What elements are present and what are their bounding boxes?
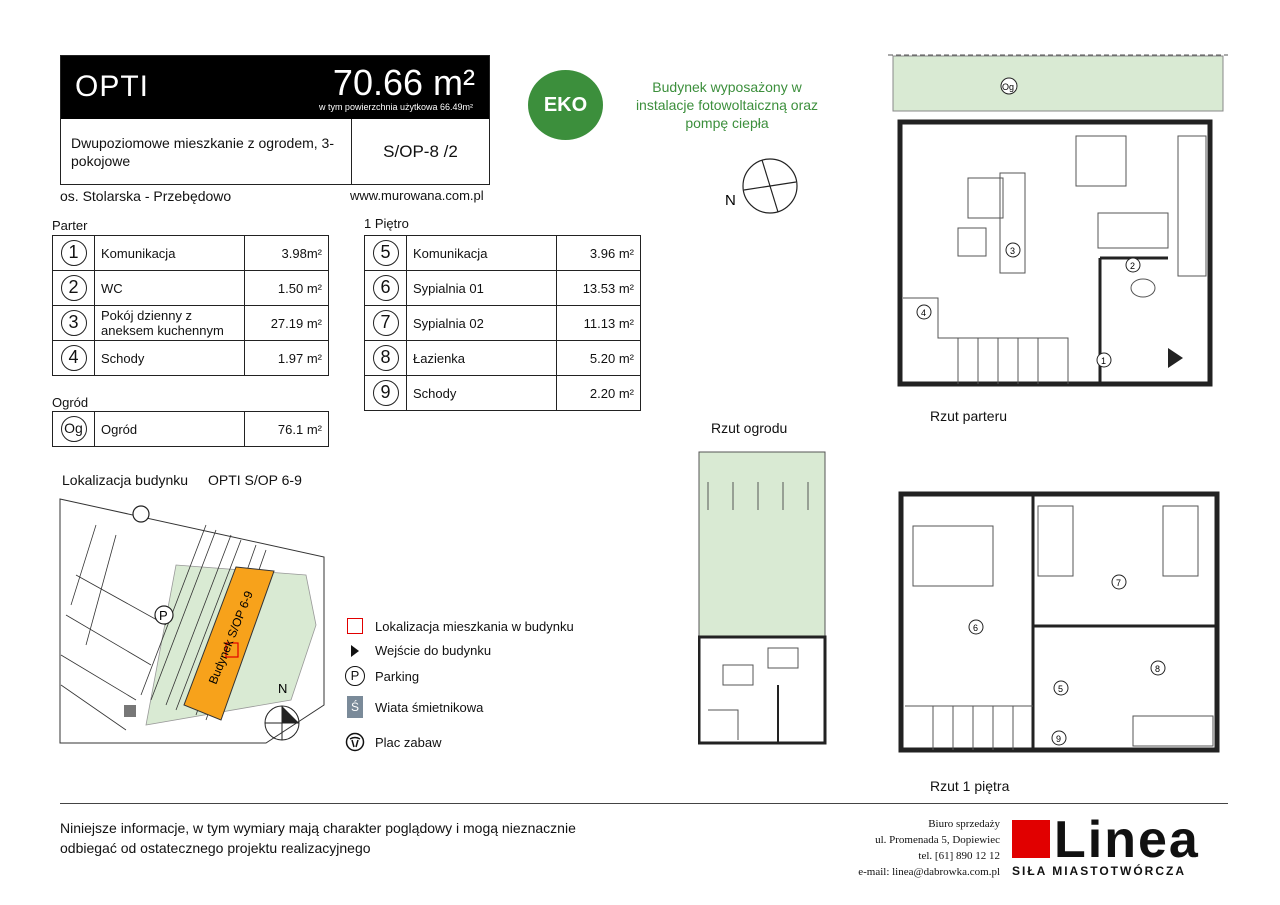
disclaimer: Niniejsze informacje, w tym wymiary mają charakter poglądowy i mogą nieznacznie odbiegać od ostatecznego projektu realizacyjnego: [60, 820, 576, 856]
apartment-description: Dwupoziomowe mieszkanie z ogrodem, 3-pokojowe: [71, 135, 334, 169]
room-number: 4: [61, 345, 87, 371]
room-number: 9: [373, 380, 399, 406]
sales-office: [800, 816, 1000, 880]
site-north-label: N: [278, 681, 288, 696]
estate-name: os. Stolarska - Przebędowo: [60, 188, 232, 204]
room-number: 2: [61, 275, 87, 301]
table-row: [53, 306, 329, 341]
playground-icon: [133, 506, 149, 522]
room-area: 5.20 m²: [557, 341, 641, 376]
room-name: Łazienka: [407, 341, 557, 376]
legend-item-parking: [345, 666, 419, 686]
room-number: 5: [373, 240, 399, 266]
apartment-code: S/OP-8 /2: [351, 119, 489, 184]
legend-item-apartment: [345, 618, 574, 634]
room-mark: 3: [1010, 246, 1016, 256]
room-area: 11.13 m²: [557, 306, 641, 341]
table-row: [365, 376, 641, 411]
room-mark: 4: [921, 308, 927, 318]
table-row: [53, 271, 329, 306]
room-number: 1: [61, 240, 87, 266]
garden-plan-caption: Rzut ogrodu: [711, 420, 788, 436]
room-area: 3.96 m²: [557, 236, 641, 271]
room-mark: 6: [973, 623, 979, 633]
apartment-name: OPTI: [75, 70, 150, 103]
logo-word: Linea: [1054, 811, 1200, 869]
table-row: [365, 236, 641, 271]
bin-shelter-icon: [124, 705, 136, 717]
compass-icon: [722, 155, 804, 220]
logo-red-square-icon: [1012, 820, 1050, 858]
legend-label: Wiata śmietnikowa: [375, 699, 484, 715]
usable-area: w tym powierzchnia użytkowa 66.49m²: [318, 102, 473, 112]
room-mark: 9: [1056, 734, 1062, 744]
room-name: Schody: [95, 341, 245, 376]
ogrod-label: Ogród: [52, 395, 89, 410]
office-email[interactable]: e-mail: linea@dabrowka.com.pl: [858, 866, 1000, 878]
room-area: 1.50 m²: [245, 271, 329, 306]
room-mark: 2: [1130, 261, 1136, 271]
garden-mark: Og: [1002, 82, 1015, 92]
room-name: Ogród: [95, 412, 245, 447]
site-map: [56, 495, 328, 745]
playground-icon: [345, 732, 365, 752]
legend-label: Plac zabaw: [375, 734, 442, 750]
compass-north-label: N: [725, 192, 736, 209]
header-title-bar: [61, 56, 489, 119]
table-row: [53, 236, 329, 271]
office-line: ul. Promenada 5, Dopiewiec: [875, 834, 1000, 846]
ogrod-table: [52, 411, 329, 447]
table-row: [365, 271, 641, 306]
arrow-right-icon: [351, 645, 359, 657]
room-area: 1.97 m²: [245, 341, 329, 376]
website-link[interactable]: www.murowana.com.pl: [350, 188, 484, 203]
room-name: Pokój dzienny z aneksem kuchennym: [95, 306, 245, 341]
legend-label: Wejście do budynku: [375, 643, 492, 658]
room-mark: 7: [1116, 578, 1122, 588]
room-number: 3: [61, 310, 87, 336]
logo-slogan: SIŁA MIASTOTWÓRCZA: [1012, 864, 1186, 878]
footer-divider: [60, 803, 1228, 804]
location-title: Lokalizacja budynku: [62, 472, 189, 488]
parking-icon: P: [345, 666, 365, 686]
parking-map-mark: P: [159, 608, 168, 623]
room-area: 27.19 m²: [245, 306, 329, 341]
room-mark: 5: [1058, 684, 1064, 694]
room-area: 2.20 m²: [557, 376, 641, 411]
ground-plan-caption: Rzut parteru: [930, 408, 1008, 424]
ground-floor-plan: [888, 48, 1228, 388]
office-line: Biuro sprzedaży: [928, 818, 1000, 830]
room-mark: 8: [1155, 664, 1161, 674]
room-area: 3.98m²: [245, 236, 329, 271]
first-floor-plan: [893, 476, 1223, 756]
garden-plan: [698, 450, 828, 746]
room-number: Og: [61, 416, 87, 442]
parter-label: Parter: [52, 218, 88, 233]
room-mark: 1: [1101, 356, 1107, 366]
legend-item-playground: [345, 732, 441, 752]
room-number: 7: [373, 310, 399, 336]
room-area: 13.53 m²: [557, 271, 641, 306]
room-number: 8: [373, 345, 399, 371]
room-number: 6: [373, 275, 399, 301]
table-row: [53, 412, 329, 447]
table-row: [365, 341, 641, 376]
eko-badge: EKO: [528, 70, 603, 140]
pietro-label: 1 Piętro: [364, 216, 409, 231]
legend-label: Lokalizacja mieszkania w budynku: [375, 618, 574, 634]
eko-description: Budynek wyposażony w instalacje fotowoltaiczną oraz pompę ciepła: [635, 79, 819, 131]
room-name: Sypialnia 01: [407, 271, 557, 306]
room-area: 76.1 m²: [245, 412, 329, 447]
room-name: Komunikacja: [407, 236, 557, 271]
red-square-icon: [347, 618, 363, 634]
legend-label: Parking: [375, 668, 420, 684]
first-plan-caption: Rzut 1 piętra: [930, 778, 1010, 794]
apartment-header: [60, 55, 490, 185]
parter-table: [52, 235, 329, 376]
room-name: Sypialnia 02: [407, 306, 557, 341]
legend-item-bin-shelter: [345, 696, 483, 718]
table-row: [53, 341, 329, 376]
office-line: tel. [61] 890 12 12: [918, 850, 1000, 862]
bin-shelter-icon: Ś: [347, 696, 363, 718]
location-building: OPTI S/OP 6-9: [208, 472, 302, 488]
apartment-area: 70.66 m²: [332, 62, 475, 103]
room-name: Komunikacja: [95, 236, 245, 271]
building-map-label: Budynek S/OP 6-9: [205, 588, 256, 687]
room-name: Schody: [407, 376, 557, 411]
room-name: WC: [95, 271, 245, 306]
legend-item-entrance: [345, 643, 491, 658]
pietro-table: [364, 235, 641, 411]
table-row: [365, 306, 641, 341]
